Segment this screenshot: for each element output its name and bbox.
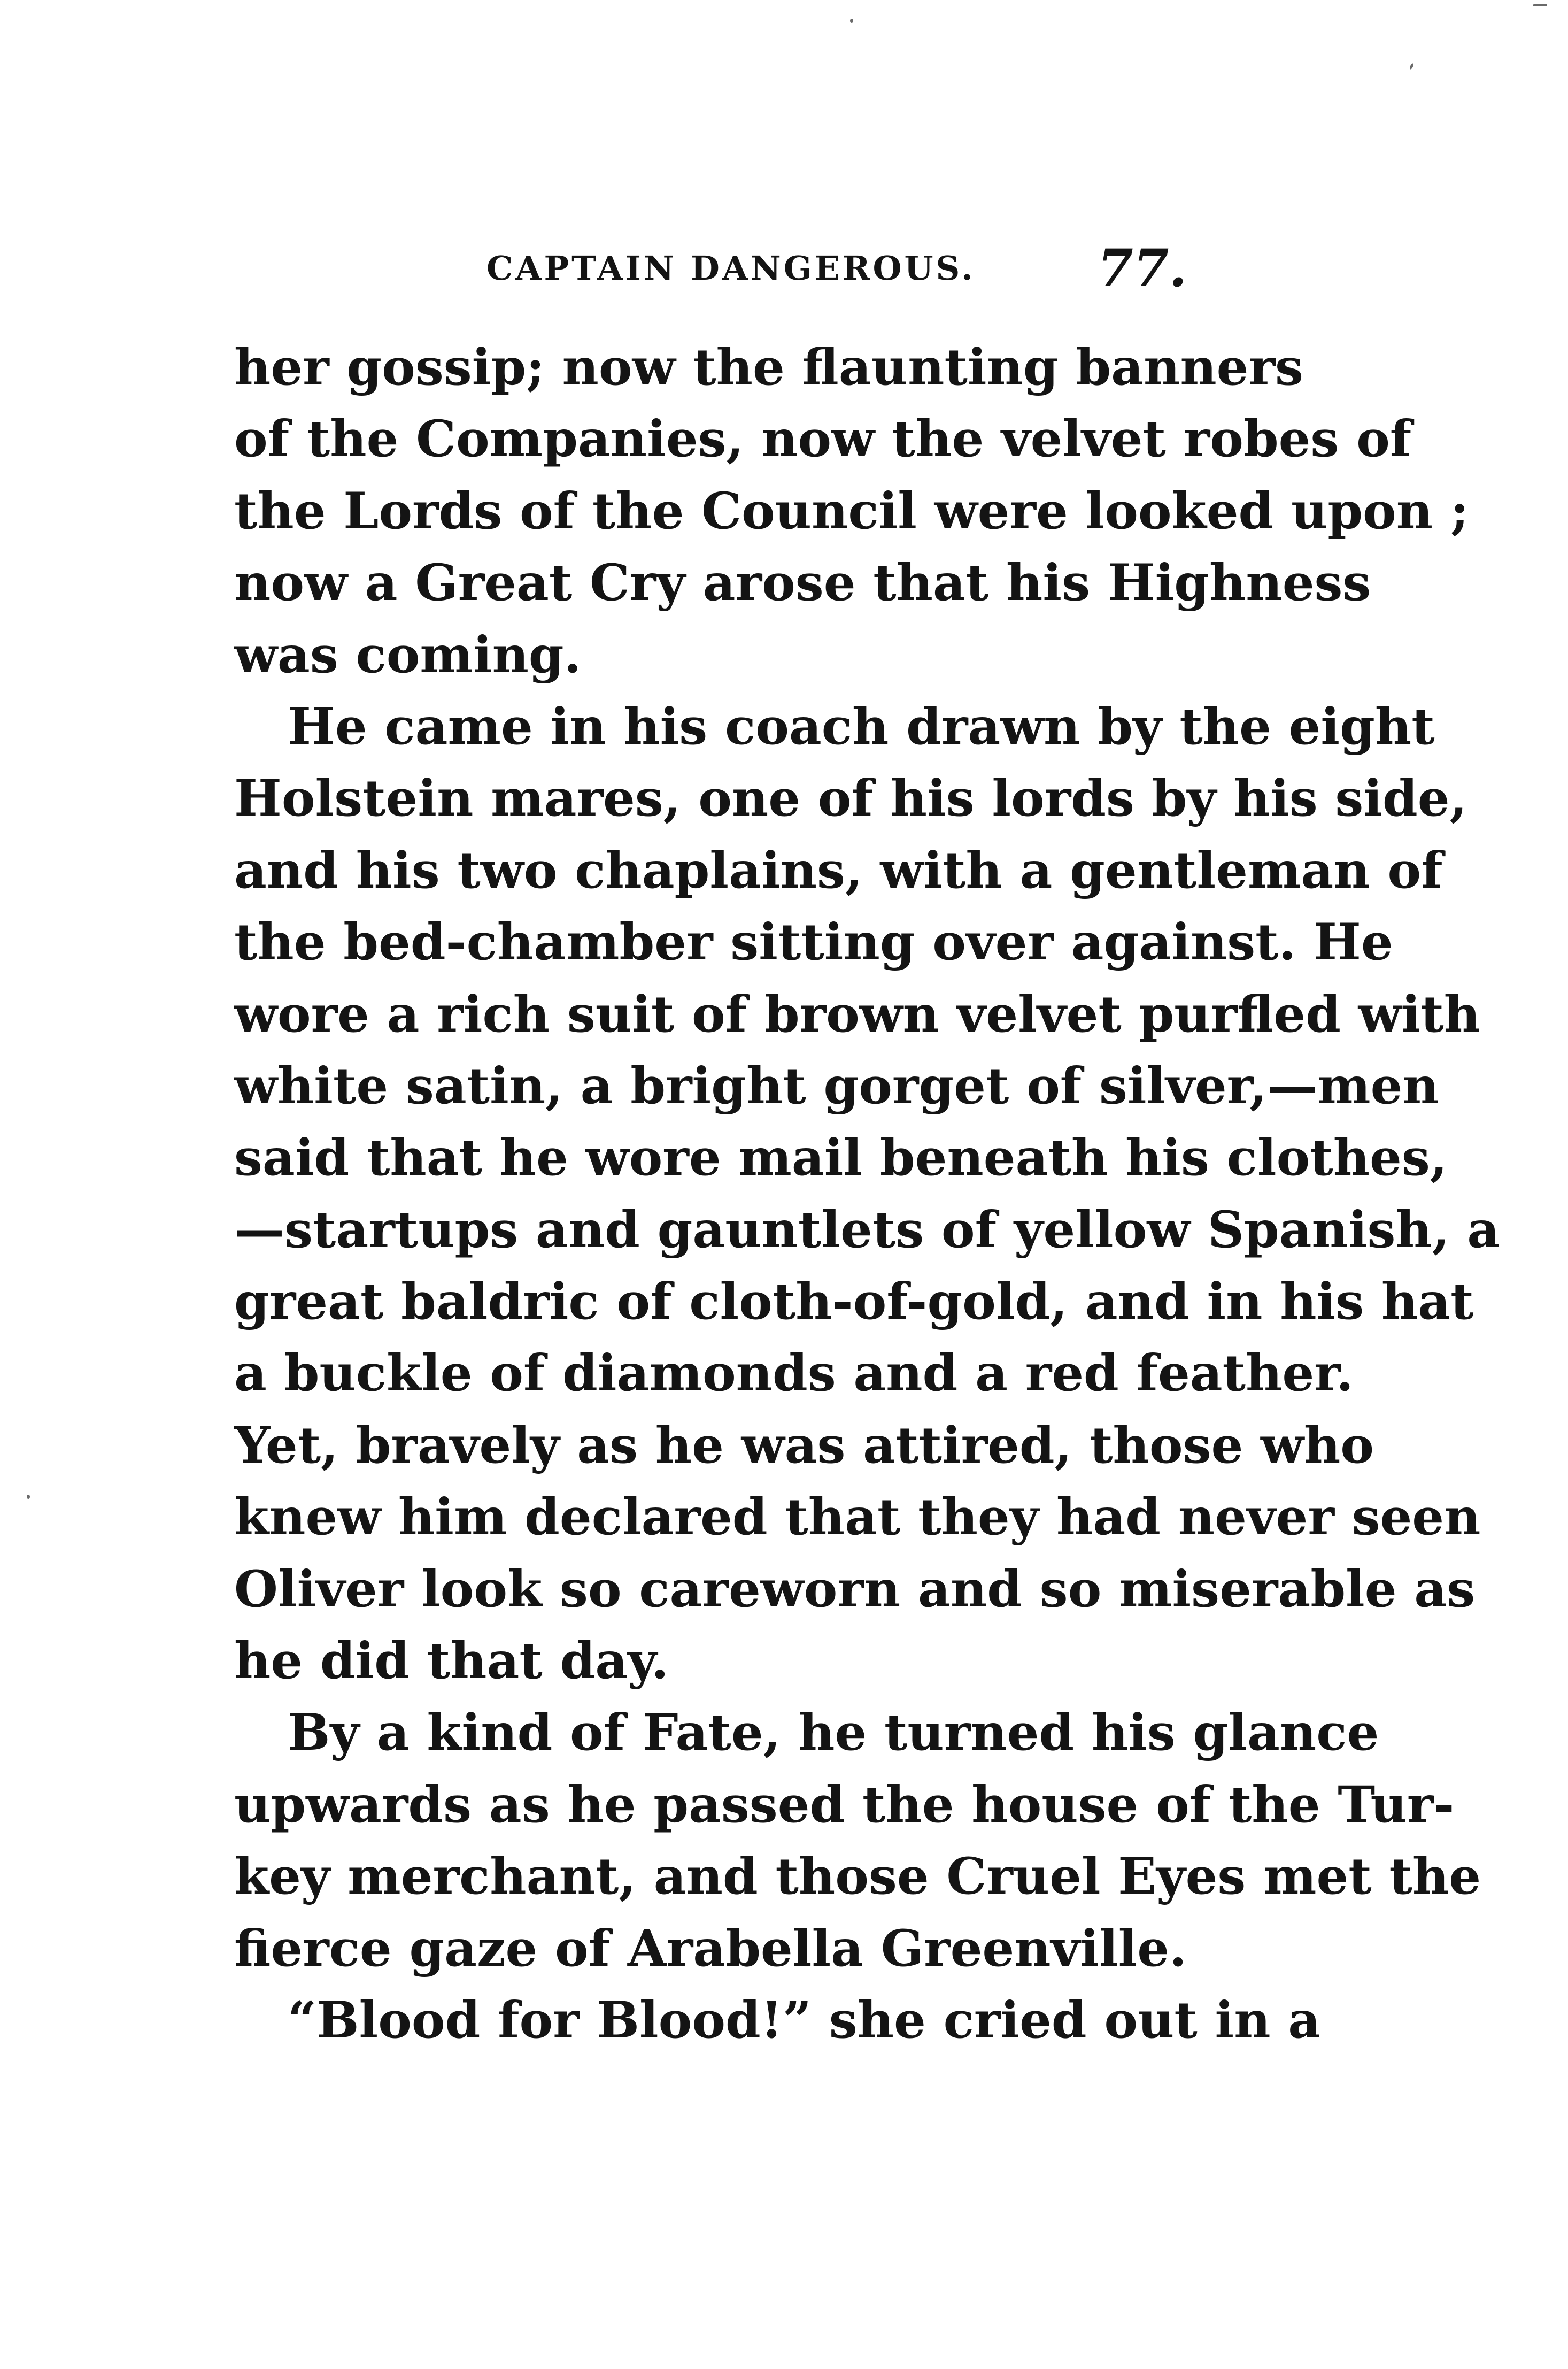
text-line: —startups and gauntlets of yellow Spanish, a — [234, 1200, 1500, 1259]
text-line: now a Great Cry arose that his Highness — [234, 553, 1371, 613]
paragraph-first-line: By a kind of Fate, he turned his glance — [288, 1703, 1379, 1763]
paragraph-first-line: He came in his coach drawn by the eight — [288, 697, 1435, 756]
text-line: he did that day. — [234, 1632, 669, 1691]
text-line: of the Companies, now the velvet robes of — [234, 410, 1412, 469]
text-line: said that he wore mail beneath his clothes, — [234, 1128, 1448, 1188]
text-line: Holstein mares, one of his lords by his side, — [234, 769, 1467, 828]
scan-speck — [1409, 63, 1415, 70]
text-line: wore a rich suit of brown velvet purfled with — [234, 984, 1481, 1044]
running-title: CAPTAIN DANGEROUS. — [486, 249, 976, 288]
text-line: was coming. — [234, 625, 582, 684]
text-line: upwards as he passed the house of the Tur- — [234, 1775, 1455, 1834]
text-line: great baldric of cloth-of-gold, and in his hat — [234, 1272, 1474, 1332]
running-head — [230, 238, 1187, 307]
body-text — [234, 332, 1500, 2056]
scan-speck — [1533, 4, 1547, 6]
text-line: a buckle of diamonds and a red feather. — [234, 1344, 1354, 1403]
text-line: her gossip; now the flaunting banners — [234, 338, 1303, 397]
text-line: white satin, a bright gorget of silver,—men — [234, 1056, 1439, 1116]
text-line: Yet, bravely as he was attired, those who — [234, 1416, 1374, 1475]
text-line: Oliver look so careworn and so miserable as — [234, 1559, 1476, 1619]
text-line: knew him declared that they had never seen — [234, 1488, 1481, 1547]
scan-speck — [850, 19, 853, 23]
page-number: 77. — [1097, 238, 1187, 298]
paragraph-first-line: “Blood for Blood!” she cried out in a — [288, 1990, 1321, 2050]
text-line: fierce gaze of Arabella Greenville. — [234, 1919, 1187, 1978]
text-line: and his two chaplains, with a gentleman of — [234, 841, 1443, 900]
text-line: the Lords of the Council were looked upon ; — [234, 481, 1469, 541]
text-line: key merchant, and those Cruel Eyes met the — [234, 1847, 1481, 1906]
text-line: the bed-chamber sitting over against. He — [234, 913, 1393, 972]
scan-speck — [27, 1495, 30, 1499]
